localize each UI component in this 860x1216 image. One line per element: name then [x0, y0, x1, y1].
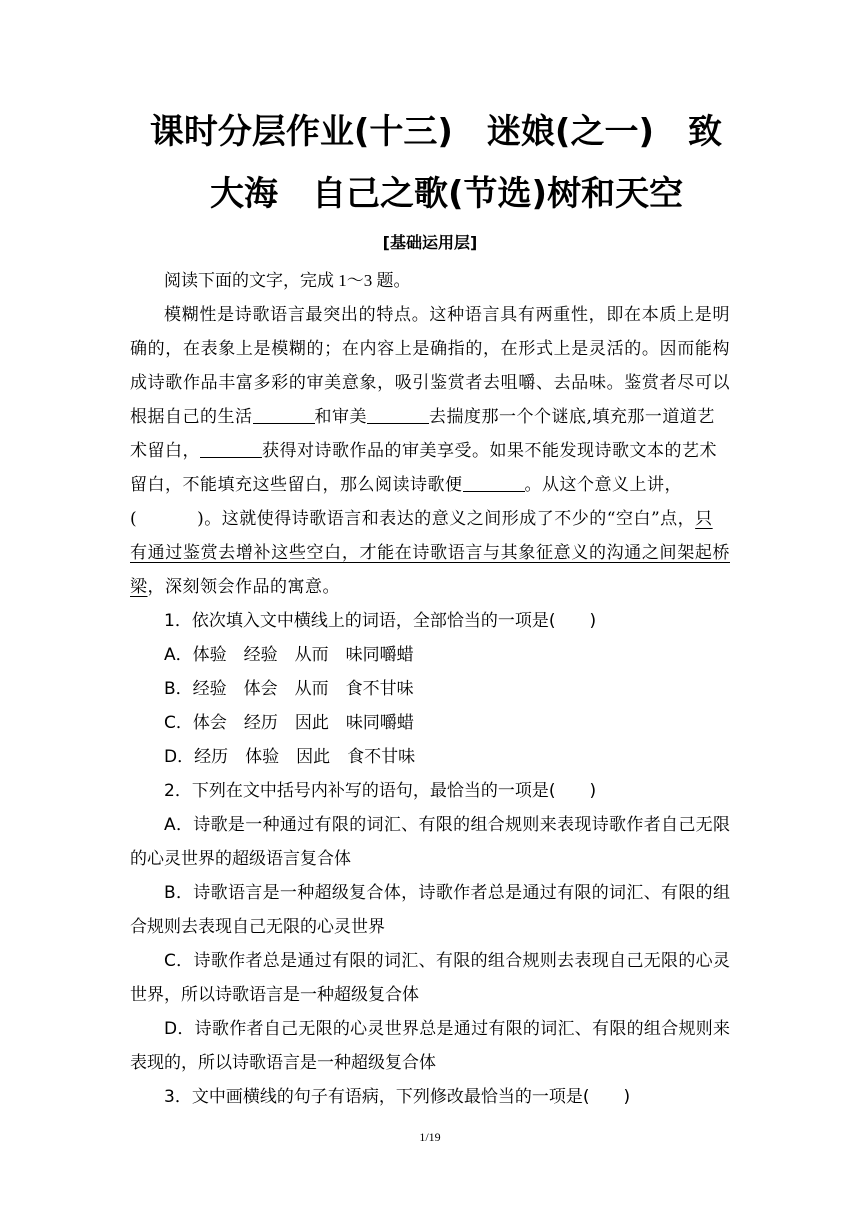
question-2-option-c-cont: 世界，所以诗歌语言是一种超级复合体 — [130, 985, 419, 1005]
fill-blank — [463, 490, 525, 492]
underlined-sentence: 只 — [695, 509, 713, 529]
passage-text: 。从这个意义上讲， — [524, 475, 682, 495]
passage-text: ，深刻领会作品的寓意。 — [147, 577, 340, 597]
passage-line — [130, 572, 730, 597]
question-2-option-b: B．诗歌语言是一种超级复合体，诗歌作者总是通过有限的词汇、有限的组 — [164, 883, 730, 903]
question-1-option-b: B．经验 体会 从而 食不甘味 — [164, 679, 414, 699]
underlined-sentence: 梁 — [130, 577, 148, 597]
passage-text: 根据自己的生活 — [130, 407, 253, 427]
paren-open: ( — [130, 509, 138, 529]
passage-text: 留白，不能填充这些留白，那么阅读诗歌便 — [130, 475, 463, 495]
page-number: 1/19 — [419, 1130, 441, 1144]
passage-text: 术留白， — [130, 441, 200, 461]
passage-line: 确的，在表象上是模糊的；在内容上是确指的，在形式上是灵活的。因而能构 — [130, 339, 730, 359]
page-title-line-1: 课时分层作业(十三) 迷娘(之一) 致 — [149, 112, 722, 152]
question-1-option-d: D．经历 体验 因此 食不甘味 — [164, 747, 416, 767]
page-title-line-2: 大海 自己之歌(节选)树和天空 — [210, 174, 684, 214]
passage-text: 获得对诗歌作品的审美享受。如果不能发现诗歌文本的艺术 — [262, 441, 717, 461]
question-2-option-d-cont: 表现的，所以诗歌语言是一种超级复合体 — [130, 1053, 436, 1073]
question-2-option-b-cont: 合规则去表现自己无限的心灵世界 — [130, 917, 385, 937]
reading-instruction: 阅读下面的文字，完成 1～3 题。 — [164, 271, 411, 290]
question-2-option-c: C．诗歌作者总是通过有限的词汇、有限的组合规则去表现自己无限的心灵 — [164, 951, 730, 971]
question-3-stem: 3．文中画横线的句子有语病，下列修改最恰当的一项是( ) — [164, 1087, 631, 1107]
fill-blank — [367, 422, 429, 424]
passage-text: )。这就使得诗歌语言和表达的意义之间形成了不少的“空白”点， — [197, 509, 696, 529]
passage-line — [130, 436, 730, 461]
fill-blank — [200, 456, 262, 458]
section-heading: [基础运用层] — [382, 233, 478, 252]
passage-text: 去揣度那一个个谜底,填充那一道道艺 — [429, 407, 715, 427]
question-1-option-a: A．体验 经验 从而 味同嚼蜡 — [164, 645, 414, 665]
question-2-option-d: D．诗歌作者自己无限的心灵世界总是通过有限的词汇、有限的组合规则来 — [164, 1019, 730, 1039]
fill-blank — [253, 422, 315, 424]
passage-line — [130, 470, 730, 495]
passage-line: 模糊性是诗歌语言最突出的特点。这种语言具有两重性，即在本质上是明 — [164, 305, 730, 325]
question-2-option-a-cont: 的心灵世界的超级语言复合体 — [130, 849, 351, 869]
question-2-option-a: A．诗歌是一种通过有限的词汇、有限的组合规则来表现诗歌作者自己无限 — [164, 815, 730, 835]
passage-line — [130, 402, 730, 427]
underlined-sentence: 有通过鉴赏去增补这些空白，才能在诗歌语言与其象征意义的沟通之间架起桥 — [130, 543, 730, 563]
passage-line — [130, 504, 730, 529]
question-1-option-c: C．体会 经历 因此 味同嚼蜡 — [164, 713, 414, 733]
passage-line: 成诗歌作品丰富多彩的审美意象，吸引鉴赏者去咀嚼、去品味。鉴赏者尽可以 — [130, 373, 730, 393]
passage-text: 和审美 — [314, 407, 367, 427]
question-1-stem: 1．依次填入文中横线上的词语，全部恰当的一项是( ) — [164, 611, 597, 631]
question-2-stem: 2．下列在文中括号内补写的语句，最恰当的一项是( ) — [164, 781, 597, 801]
